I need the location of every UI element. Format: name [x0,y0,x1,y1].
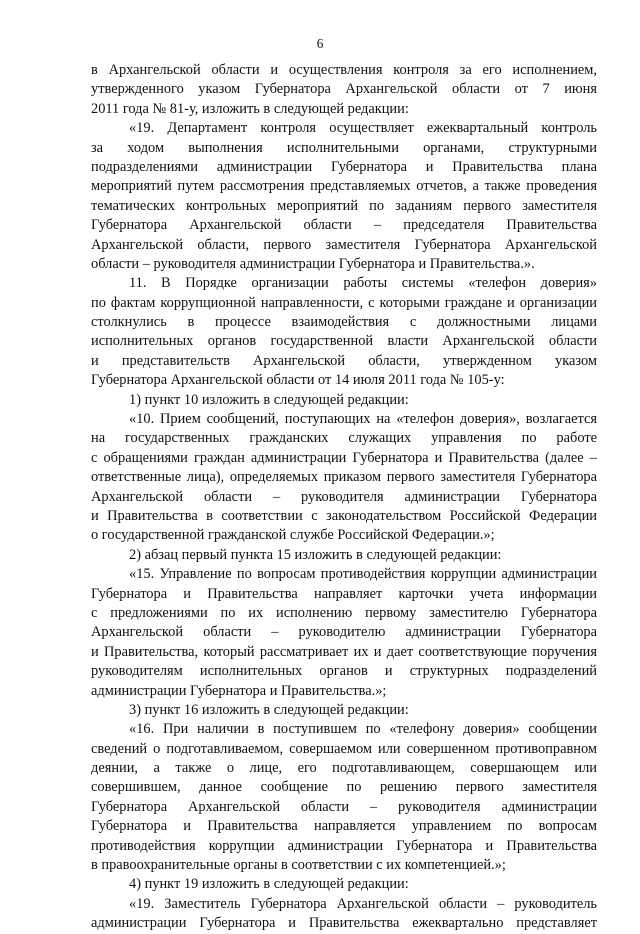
text-line: «15. Управление по вопросам противодействия коррупции администрации [129,566,597,583]
text-line: 2) абзац первый пункта 15 изложить в следующей редакции: [129,546,502,563]
text-line: сведений о подготавливаемом, совершаемом или совершенном противоправном [91,740,597,757]
text-line: совершившем, данное сообщение по решению первого заместителя [91,779,597,796]
text-line: и Правительства в соответствии с законодательством Российской Федерации [91,507,597,524]
text-line: исполнительных органов государственной власти Архангельской области [91,333,597,350]
text-line: администрации Губернатора и Правительства ежеквартально представляет [91,915,597,932]
text-line: мероприятий путем рассмотрения представляемых отчетов, а также проведения [91,178,597,195]
text-line: на государственных гражданских служащих управления по работе [91,430,597,447]
text-line: и представительств Архангельской области, утвержденном указом [91,352,597,369]
text-line: Архангельской области – руководителю администрации Губернатора [91,624,597,641]
text-line: в Архангельской области и осуществления контроля за его исполнением, [91,62,597,78]
text-line: Архангельской области, первого заместителя Губернатора Архангельской [91,236,597,253]
text-line: «16. При наличии в поступившем по «телефону доверия» сообщении [129,721,597,738]
text-line: по фактам коррупционной направленности, с которыми граждане и организации [91,294,597,311]
text-line: Губернатора Архангельской области – руководителя администрации [91,798,597,815]
text-line: с обращениями граждан администрации Губернатора и Правительства (далее – [91,449,597,466]
text-line: противодействия коррупции администрации Губернатора и Правительства [91,837,597,854]
document-body [91,61,597,934]
text-line: «19. Заместитель Губернатора Архангельской области – руководитель [129,895,597,912]
text-line: 11. В Порядке организации работы системы «телефон доверия» [129,275,597,292]
text-line: 4) пункт 19 изложить в следующей редакции: [129,876,409,893]
text-line: и Правительства, который рассматривает их и дает соответствующие поручения [91,643,597,660]
text-line: Губернатора Архангельской области – председателя Правительства [91,217,597,234]
text-line: с предложениями по их исполнению первому заместителю Губернатора [91,604,597,621]
text-line: за ходом выполнения исполнительными органами, структурными [91,139,597,156]
text-line: утвержденного указом Губернатора Архангельской области от 7 июня [91,81,597,98]
page-number: 6 [316,36,324,51]
text-line: Губернатора и Правительства направляется управлением по вопросам [91,818,597,835]
text-line: администрации Губернатора и Правительства.»; [91,682,387,699]
text-line: подразделениями администрации Губернатора и Правительства плана [91,158,597,175]
text-line: Губернатора Архангельской области от 14 июля 2011 года № 105-у: [91,372,505,389]
text-line: области – руководителя администрации Губернатора и Правительства.». [91,255,535,272]
text-line: тематических контрольных мероприятий по заданиям первого заместителя [91,197,597,214]
text-line: «10. Прием сообщений, поступающих на «телефон доверия», возлагается [129,411,597,428]
text-line: столкнулись в процессе взаимодействия с должностными лицами [91,314,597,331]
text-line: «19. Департамент контроля осуществляет ежеквартальный контроль [129,120,597,137]
text-line: в правоохранительные органы в соответствии с их компетенцией.»; [91,857,506,874]
text-line: Губернатора и Правительства направляет карточки учета информации [91,585,597,602]
text-line: деянии, а также о лице, его подготавливающем, совершающем или [91,760,597,777]
text-line: ответственные лица), определяемых приказом первого заместителя Губернатора [91,469,597,486]
text-line: 3) пункт 16 изложить в следующей редакции: [129,701,409,718]
text-line: о государственной гражданской службе Российской Федерации.»; [91,527,495,544]
text-line: руководителям исполнительных органов и структурных подразделений [91,663,597,680]
text-line: Архангельской области – руководителя администрации Губернатора [91,488,597,505]
text-line: 2011 года № 81-у, изложить в следующей редакции: [91,100,409,117]
text-line: 1) пункт 10 изложить в следующей редакции: [129,391,409,408]
